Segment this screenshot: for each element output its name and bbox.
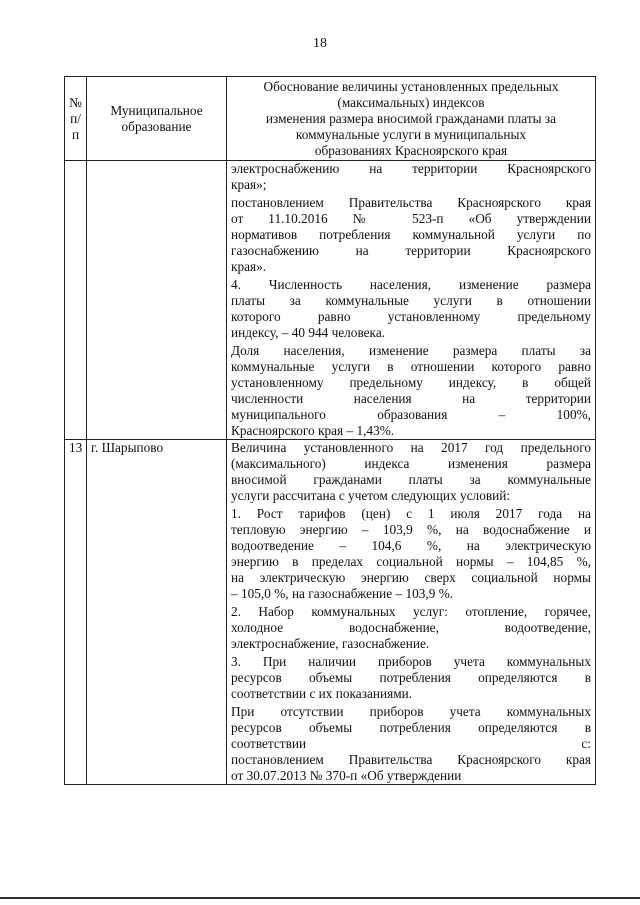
- description-line: 4. Численность населения, изменение размера: [231, 277, 591, 292]
- municipality-cell: [87, 161, 227, 440]
- row-number-cell: [65, 161, 87, 440]
- description-line: постановлением Правительства Красноярского края: [231, 752, 591, 767]
- description-line: от 11.10.2016 № 523-п «Об утверждении: [231, 211, 591, 226]
- table-row: [65, 440, 596, 785]
- description-line: от 30.07.2013 № 370-п «Об утверждении: [231, 768, 462, 783]
- header-description-line: образованиях Красноярского края: [314, 143, 508, 158]
- row-number-cell: 13: [65, 440, 87, 785]
- description-line: соответствии с их показаниями.: [231, 686, 413, 701]
- description-paragraph: [231, 343, 591, 439]
- table-body: [65, 161, 596, 785]
- description-line: муниципального образования – 100%,: [231, 407, 591, 422]
- description-line: установленному предельному индексу, в общей: [231, 375, 591, 390]
- description-line: которого равно установленному предельному: [231, 309, 591, 324]
- description-paragraph: [231, 604, 591, 652]
- description-line: электроснабжению на территории Красноярского: [231, 161, 591, 176]
- header-municipality: Муниципальное образование: [87, 77, 227, 161]
- description-cell: [227, 161, 596, 440]
- tariff-justification-table: [64, 76, 596, 785]
- description-line: водоотведение – 104,6 %, на электрическую: [231, 538, 591, 553]
- header-number: № п/п: [65, 77, 87, 161]
- table-header-row: [65, 77, 596, 161]
- description-line: численности населения на территории: [231, 391, 591, 406]
- header-description-line: (максимальных) индексов: [337, 95, 485, 110]
- description-line: газоснабжению на территории Красноярского: [231, 243, 591, 258]
- description-line: 2. Набор коммунальных услуг: отопление, горячее,: [231, 604, 591, 619]
- description-line: – 105,0 %, на газоснабжение – 103,9 %.: [231, 586, 454, 601]
- description-line: края».: [231, 259, 267, 274]
- description-line: края»;: [231, 177, 267, 192]
- description-line: постановлением Правительства Красноярского края: [231, 195, 591, 210]
- description-line: ресурсов объемы потребления определяются в: [231, 720, 591, 735]
- description-line: электроснабжение, газоснабжение.: [231, 636, 430, 651]
- description-line: 1. Рост тарифов (цен) с 1 июля 2017 года на: [231, 506, 591, 521]
- description-line: платы за коммунальные услуги в отношении: [231, 293, 591, 308]
- description-paragraph: [231, 440, 591, 504]
- bottom-scan-edge: [0, 897, 640, 899]
- description-line: Величина установленного на 2017 год предельного: [231, 440, 591, 455]
- description-line: ресурсов объемы потребления определяются в: [231, 670, 591, 685]
- description-line: нормативов потребления коммунальной услуги по: [231, 227, 591, 242]
- description-paragraph: [231, 161, 591, 193]
- description-paragraph: [231, 506, 591, 602]
- description-line: Красноярского края – 1,43%.: [231, 423, 395, 438]
- header-description-line: изменения размера вносимой гражданами платы за: [265, 111, 557, 126]
- description-line: холодное водоснабжение, водоотведение,: [231, 620, 591, 635]
- description-paragraph: [231, 195, 591, 275]
- description-paragraph: [231, 277, 591, 341]
- description-line: услуги рассчитана с учетом следующих условий:: [231, 488, 511, 503]
- header-description-line: коммунальные услуги в муниципальных: [295, 127, 527, 142]
- description-line: энергию в пределах социальной нормы – 104,85 %,: [231, 554, 591, 569]
- header-description: [227, 77, 596, 161]
- table-row: [65, 161, 596, 440]
- header-description-line: Обоснование величины установленных предельных: [263, 79, 559, 94]
- description-line: тепловую энергию – 103,9 %, на водоснабжение и: [231, 522, 591, 537]
- description-paragraph: [231, 704, 591, 784]
- description-line: (максимального) индекса изменения размера: [231, 456, 591, 471]
- description-line: коммунальные услуги в отношении которого равно: [231, 359, 591, 374]
- page-number: 18: [313, 36, 327, 51]
- description-line: соответствии с:: [231, 736, 591, 751]
- description-cell: [227, 440, 596, 785]
- description-line: Доля населения, изменение размера платы за: [231, 343, 591, 358]
- description-paragraph: [231, 654, 591, 702]
- description-line: вносимой гражданами платы за коммунальные: [231, 472, 591, 487]
- description-line: 3. При наличии приборов учета коммунальных: [231, 654, 591, 669]
- municipality-cell: г. Шарыпово: [87, 440, 227, 785]
- description-line: индексу, – 40 944 человека.: [231, 325, 386, 340]
- description-line: При отсутствии приборов учета коммунальных: [231, 704, 591, 719]
- description-line: на электрическую энергию сверх социальной нормы: [231, 570, 591, 585]
